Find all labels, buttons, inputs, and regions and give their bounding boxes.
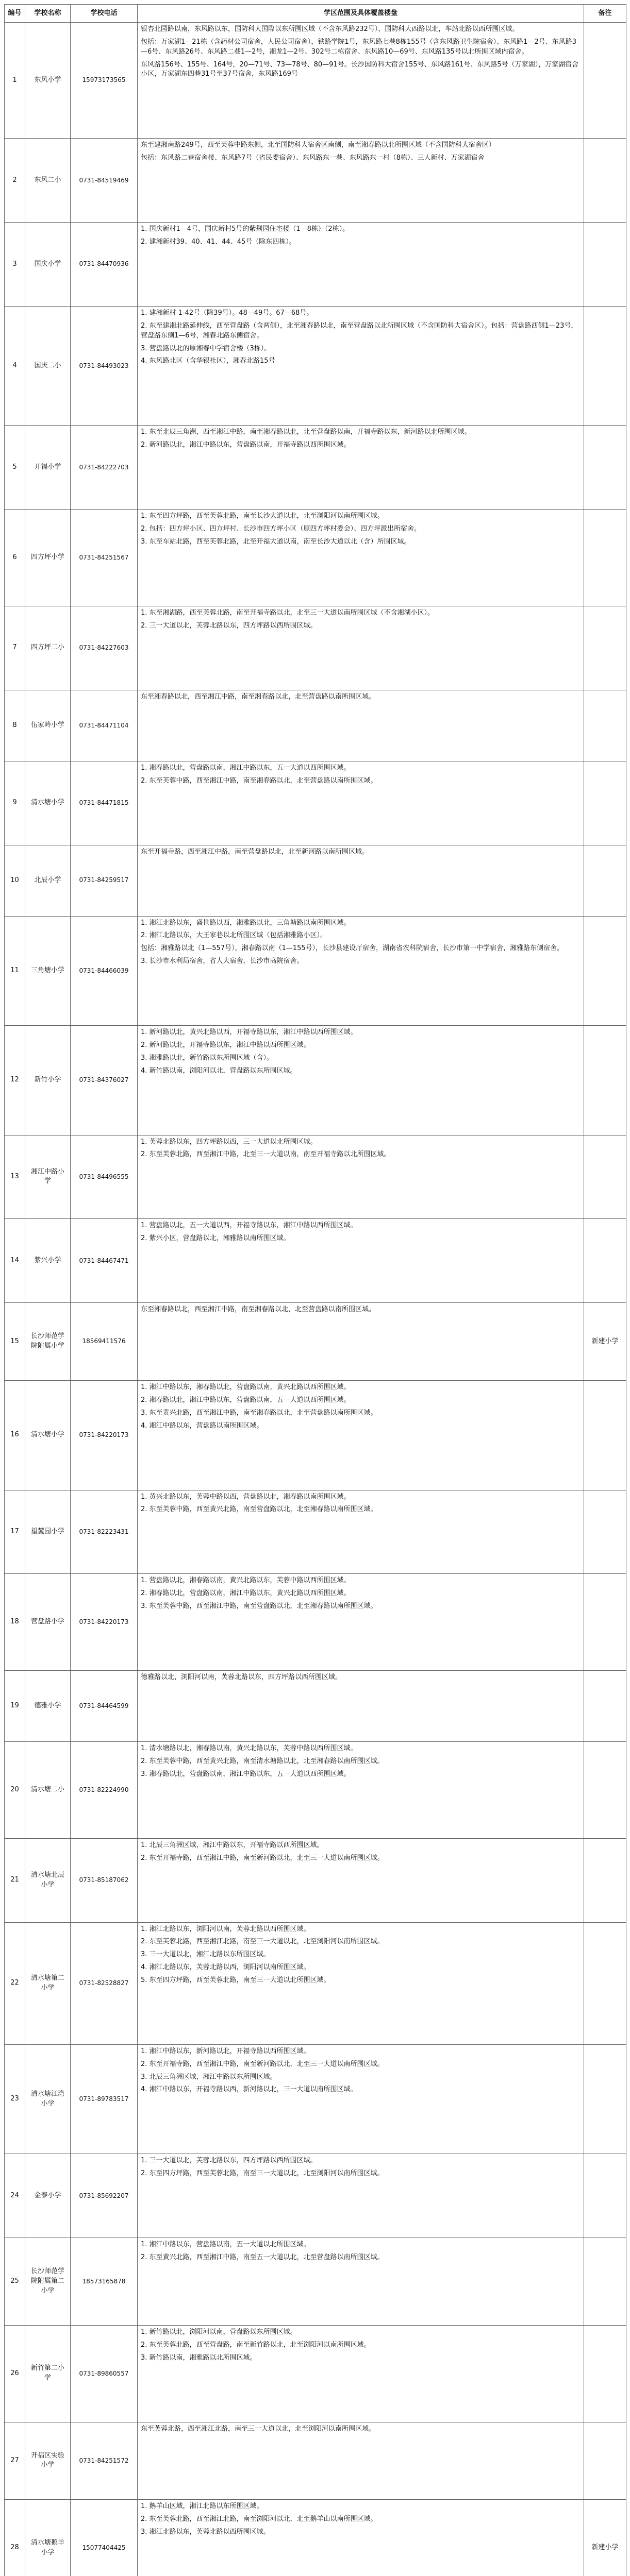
row-district-range xyxy=(138,1219,584,1303)
row-note xyxy=(584,1135,626,1219)
row-no: 24 xyxy=(5,2154,25,2238)
table-row xyxy=(5,606,626,690)
row-school-phone: 0731-84493023 xyxy=(71,307,138,426)
table-row xyxy=(5,2154,626,2238)
range-paragraph: 3. 湘春路以北，营盘路以南，湘江中路以东，五一大道以西所围区域。 xyxy=(141,1770,351,1778)
row-school-name: 北辰小学 xyxy=(25,845,71,916)
range-paragraph: 2. 东至芙蓉北路，西至湘江北路，南至三一大道以北，北至浏阳河以南所围区域。 xyxy=(141,1938,384,1946)
range-paragraph: 4. 湘江中路以东，开福寺路以西，新河路以北，三一大道以南所围区域。 xyxy=(141,2086,357,2094)
header-note: 备注 xyxy=(584,5,626,23)
table-row xyxy=(5,223,626,307)
row-district-range xyxy=(138,2238,584,2326)
range-paragraph: 东至湘春路以北，西至湘江中路，南至湘春路以北，北至营盘路以南所围区域。 xyxy=(141,1306,376,1314)
row-district-range xyxy=(138,139,584,223)
row-note xyxy=(584,2154,626,2238)
row-no: 2 xyxy=(5,139,25,223)
table-row xyxy=(5,2325,626,2422)
row-note xyxy=(584,223,626,307)
row-no: 25 xyxy=(5,2238,25,2326)
range-paragraph: 2. 东至芙蓉中路，西至黄兴北路，南至营盘路以北，北至湘春路以南所围区域。 xyxy=(141,1505,377,1514)
range-paragraph: 德雅路以北，浏阳河以南，芙蓉北路以东，四方坪路以西所围区域。 xyxy=(141,1673,342,1682)
table-row xyxy=(5,1922,626,2044)
row-no: 14 xyxy=(5,1219,25,1303)
row-school-name: 三角塘小学 xyxy=(25,916,71,1026)
row-school-name: 清水塘小学 xyxy=(25,1381,71,1490)
row-district-range xyxy=(138,1742,584,1839)
row-no: 26 xyxy=(5,2325,25,2422)
range-paragraph: 2. 东至芙蓉北路，西至营盘路，南至新竹路以北，北至浏阳河以南所围区域。 xyxy=(141,2341,371,2349)
range-paragraph: 2. 湘江北路以东，大王家巷以北所围区域（包括湘雅路小区）。 xyxy=(141,931,327,940)
range-paragraph: 2. 东至建湘北路延伸线，西至营盘路（含两侧），北至湘春路以北，南至营盘路以北所围区域（不含国防科大宿舍区）。包括：营盘路西侧1—23号，营盘路东侧1—6号，湘春北路东侧宿舍。 xyxy=(141,321,578,340)
row-school-name: 清水塘北辰小学 xyxy=(25,1838,71,1922)
range-paragraph: 3. 东至芙蓉中路，西至湘江中路，南至营盘路以北，北至湘春路以南所围区域。 xyxy=(141,1602,377,1611)
range-paragraph: 1. 黄兴北路以东，芙蓉中路以西，营盘路以北，湘春路以南所围区域。 xyxy=(141,1493,351,1501)
range-paragraph: 1. 营盘路以北，五一大道以西，开福寺路以东，湘江中路以西所围区域。 xyxy=(141,1222,357,1230)
row-no: 8 xyxy=(5,690,25,761)
row-school-phone: 15973173565 xyxy=(71,23,138,139)
header-school-name: 学校名称 xyxy=(25,5,71,23)
row-district-range xyxy=(138,223,584,307)
range-paragraph: 东至湘春路以北，西至湘江中路，南至湘春路以北，北至营盘路以南所围区域。 xyxy=(141,692,376,701)
range-paragraph: 3. 东至黄兴北路，西至湘江中路，南至湘春路以北，北至营盘路以南所围区域。 xyxy=(141,1409,377,1417)
table-row xyxy=(5,1381,626,1490)
table-row xyxy=(5,845,626,916)
range-paragraph: 3. 长沙市水利局宿舍，省人大宿舍，长沙市高院宿舍。 xyxy=(141,957,304,965)
row-district-range xyxy=(138,845,584,916)
range-paragraph: 1. 东至北辰三角洲，西至湘江中路，南至湘春路以北，北至营盘路以南，开福寺路以东，新河路以北所围区域。 xyxy=(141,428,471,436)
range-paragraph: 2. 东至芙蓉中路，西至黄兴北路，南至清水塘路以北，北至湘春路以南所围区域。 xyxy=(141,1757,384,1765)
range-paragraph: 银杏北园路以南，东风路以东，国防科大国際以东所围区域（不含东风路232号），国防科大西路以北，车站北路以西所围区域。 xyxy=(141,25,519,33)
row-no: 5 xyxy=(5,426,25,510)
row-school-name: 国庆二小 xyxy=(25,307,71,426)
row-note xyxy=(584,2422,626,2500)
row-district-range xyxy=(138,1303,584,1381)
row-school-phone: 0731-84466039 xyxy=(71,916,138,1026)
row-school-phone: 0731-84471815 xyxy=(71,761,138,845)
table-row xyxy=(5,2500,626,2576)
row-note xyxy=(584,2325,626,2422)
row-school-phone: 0731-89860557 xyxy=(71,2325,138,2422)
row-school-phone: 15077404425 xyxy=(71,2500,138,2576)
range-paragraph: 东至开福寺路，西至湘江中路，南至营盘路以北，北至新河路以南所围区域。 xyxy=(141,848,369,856)
row-school-name: 清水塘二小 xyxy=(25,1742,71,1839)
table-row xyxy=(5,23,626,139)
range-paragraph: 1. 新河路以北，黄兴北路以西，开福寺路以东，湘江中路以西所围区域。 xyxy=(141,1028,357,1037)
range-paragraph: 4. 新竹路以南，浏阳河以北，营盘路以东所围区域。 xyxy=(141,1066,297,1075)
row-school-name: 清水塘第二小学 xyxy=(25,1922,71,2044)
row-school-phone: 0731-85692207 xyxy=(71,2154,138,2238)
row-school-phone: 18573165878 xyxy=(71,2238,138,2326)
range-paragraph: 2. 东至四方坪路，西至芙蓉北路，南至三一大道以北，北至浏阳河以南所围区域。 xyxy=(141,2170,384,2178)
row-school-phone: 0731-84222703 xyxy=(71,426,138,510)
row-note xyxy=(584,1742,626,1839)
row-school-name: 清水塘鹅羊小学 xyxy=(25,2500,71,2576)
row-school-name: 新竹第二小学 xyxy=(25,2325,71,2422)
row-no: 4 xyxy=(5,307,25,426)
row-note xyxy=(584,761,626,845)
range-paragraph: 2. 包括：四方坪小区、四方坪村、长沙市四方坪小区（原四方坪村委会）、四方坪派出所宿舍。 xyxy=(141,525,421,533)
table-row xyxy=(5,307,626,426)
range-paragraph: 1. 芙蓉北路以东，四方坪路以西，三一大道以北所围区域。 xyxy=(141,1138,317,1146)
row-school-name: 四方坪二小 xyxy=(25,606,71,690)
row-no: 22 xyxy=(5,1922,25,2044)
header-district-range: 学区范围及具体覆盖楼盘 xyxy=(138,5,584,23)
row-no: 13 xyxy=(5,1135,25,1219)
row-school-phone: 18569411576 xyxy=(71,1303,138,1381)
row-district-range xyxy=(138,1135,584,1219)
school-district-table xyxy=(4,4,626,2576)
row-school-phone: 0731-84470936 xyxy=(71,223,138,307)
range-paragraph: 2. 新河路以北，湘江中路以东，营盘路以南，开福寺路以西所围区域。 xyxy=(141,441,351,449)
row-no: 17 xyxy=(5,1490,25,1574)
row-note xyxy=(584,426,626,510)
row-note xyxy=(584,1838,626,1922)
range-paragraph: 1. 湘江中路以东，新河路以北，开福寺路以西所围区域。 xyxy=(141,2047,310,2055)
range-paragraph: 东风路156号、155号、164号，20—71号、73—78号、80—91号。长沙国防科大宿舍155号、东风路161号、东风路5号（万家湖），万家湖宿舍小区，万家湖东四巷31号至37号宿舍，东风路169号 xyxy=(141,60,579,78)
row-note xyxy=(584,1671,626,1742)
range-paragraph: 1. 东至湘湖路，西至芙蓉北路，南至开福寺路以北，北至三一大道以南所围区域（不含湘湖小区）。 xyxy=(141,608,435,617)
range-paragraph: 2. 东至芙蓉北路，西至湘江北路，南至浏阳河以北，北至鹅羊山以南所围区域。 xyxy=(141,2515,377,2523)
row-district-range xyxy=(138,1026,584,1136)
row-note xyxy=(584,2238,626,2326)
row-district-range xyxy=(138,2422,584,2500)
row-no: 20 xyxy=(5,1742,25,1839)
header-school-phone: 学校电话 xyxy=(71,5,138,23)
table-row xyxy=(5,1490,626,1574)
header-no: 编号 xyxy=(5,5,25,23)
range-paragraph: 3. 新竹路以南，湘雅路以北所围区域。 xyxy=(141,2353,257,2362)
row-school-name: 营盘路小学 xyxy=(25,1574,71,1671)
range-paragraph: 1. 鹅羊山区域，湘江北路以东所围区域。 xyxy=(141,2502,263,2511)
row-school-name: 金泰小学 xyxy=(25,2154,71,2238)
row-district-range xyxy=(138,1490,584,1574)
row-district-range xyxy=(138,916,584,1026)
range-paragraph: 4. 湘江中路以东，营盘路以南所围区域。 xyxy=(141,1421,263,1430)
row-school-phone: 0731-82224990 xyxy=(71,1742,138,1839)
row-district-range xyxy=(138,1574,584,1671)
row-no: 6 xyxy=(5,510,25,606)
table-row xyxy=(5,1219,626,1303)
row-note xyxy=(584,1574,626,1671)
table-row xyxy=(5,1135,626,1219)
table-row xyxy=(5,1671,626,1742)
range-paragraph: 2. 三一大道以北，芙蓉北路以东，四方坪路以西所围区域。 xyxy=(141,621,317,630)
range-paragraph: 2. 湘春路以北，湘江中路以东，营盘路以南，五一大道以西所围区域。 xyxy=(141,1396,351,1404)
range-paragraph: 包括：湘雅路以北（1—557号），湘春路以南（1—155号），长沙县建设厅宿舍，湖南省农科院宿舍，长沙市第一中学宿舍，湘雅路东侧宿舍。 xyxy=(141,944,564,953)
row-school-phone: 0731-84251572 xyxy=(71,2422,138,2500)
range-paragraph: 1. 湘春路以北，营盘路以南，湘江中路以东，五一大道以西所围区域。 xyxy=(141,764,351,772)
table-row xyxy=(5,139,626,223)
row-district-range xyxy=(138,1671,584,1742)
table-row xyxy=(5,2238,626,2326)
row-no: 16 xyxy=(5,1381,25,1490)
row-school-phone: 0731-84220173 xyxy=(71,1574,138,1671)
row-school-phone: 0731-84251567 xyxy=(71,510,138,606)
row-school-name: 长沙师范学院附属第二小学 xyxy=(25,2238,71,2326)
row-no: 18 xyxy=(5,1574,25,1671)
row-district-range xyxy=(138,606,584,690)
range-paragraph: 3. 营盘路以北的原湘春中学宿舍楼（3栋）。 xyxy=(141,344,271,352)
row-note xyxy=(584,1219,626,1303)
row-school-phone: 0731-85187062 xyxy=(71,1838,138,1922)
table-row xyxy=(5,2044,626,2154)
range-paragraph: 3. 湘江北路以东，芙蓉北路以西所围区域。 xyxy=(141,2528,270,2536)
row-school-name: 望麓园小学 xyxy=(25,1490,71,1574)
range-paragraph: 3. 东至车站北路，西至芙蓉北路，北至开福大道以南，南至长沙大道以北（含）所围区域。 xyxy=(141,537,411,546)
range-paragraph: 2. 紫兴小区，营盘路以北，湘雅路以南所围区域。 xyxy=(141,1234,290,1243)
row-no: 19 xyxy=(5,1671,25,1742)
range-paragraph: 3. 湘雅路以北，新竹路以东所围区域（含）。 xyxy=(141,1054,274,1062)
table-header-row xyxy=(5,5,626,23)
row-district-range xyxy=(138,1922,584,2044)
row-no: 9 xyxy=(5,761,25,845)
row-school-phone: 0731-84220173 xyxy=(71,1381,138,1490)
row-district-range xyxy=(138,426,584,510)
table-row xyxy=(5,1574,626,1671)
row-school-name: 东风小学 xyxy=(25,23,71,139)
range-paragraph: 1. 湘江中路以东，湘春路以北，营盘路以南，黄兴北路以西所围区域。 xyxy=(141,1383,351,1392)
range-paragraph: 2. 湘春路以北，营盘路以南，湘江中路以东，黄兴北路以西所围区域。 xyxy=(141,1589,351,1598)
range-paragraph: 4. 湘江北路以东，芙蓉北路以西，浏阳河以南所围区域。 xyxy=(141,1963,310,1972)
row-district-range xyxy=(138,2325,584,2422)
row-school-phone: 0731-82223431 xyxy=(71,1490,138,1574)
row-no: 1 xyxy=(5,23,25,139)
row-school-phone: 0731-82528827 xyxy=(71,1922,138,2044)
table-row xyxy=(5,510,626,606)
row-note xyxy=(584,307,626,426)
row-district-range xyxy=(138,2500,584,2576)
range-paragraph: 东至芙蓉北路，西至湘江北路，南至三一大道以北，北至浏阳河以南所围区域。 xyxy=(141,2425,376,2433)
range-paragraph: 包括：万家湖1—21栋（含药材公司宿舍，人民公司宿舍），铁路学院1号，东风路七巷8栋155号（含东风路卫生院宿舍）、东风路1—2号、东风路3—6号、东风路26号、东风路二巷1—2号，湘龙1—2号、302号二栋宿舍、东风路10—69号、东风路135号以北所围区域内宿舍。 xyxy=(141,38,576,56)
range-paragraph: 1. 建湘新村 1-42号（除39号）。48—49号。67—68号。 xyxy=(141,309,313,317)
table-row xyxy=(5,916,626,1026)
row-school-name: 湘江中路小学 xyxy=(25,1135,71,1219)
row-no: 10 xyxy=(5,845,25,916)
row-district-range xyxy=(138,2044,584,2154)
row-no: 7 xyxy=(5,606,25,690)
range-paragraph: 2. 东至开福寺路，西至湘江中路，南至新河路以北，北至三一大道以南所围区域。 xyxy=(141,2060,384,2068)
row-note xyxy=(584,690,626,761)
table-row xyxy=(5,761,626,845)
table-row xyxy=(5,1026,626,1136)
row-no: 27 xyxy=(5,2422,25,2500)
row-district-range xyxy=(138,1838,584,1922)
row-no: 21 xyxy=(5,1838,25,1922)
range-paragraph: 3. 三一大道以北，湘江北路以东所围区域。 xyxy=(141,1951,270,1959)
table-row xyxy=(5,1838,626,1922)
row-district-range xyxy=(138,23,584,139)
row-no: 23 xyxy=(5,2044,25,2154)
table-row xyxy=(5,1742,626,1839)
row-note xyxy=(584,1922,626,2044)
row-school-phone: 0731-84259517 xyxy=(71,845,138,916)
range-paragraph: 包括：东风路二巷宿舍楼、东风路7号（省民委宿舍）、东风路东一巷、东风路东一村（8栋）、三人新村、万家湖宿舍 xyxy=(141,154,485,162)
table-row xyxy=(5,1303,626,1381)
row-school-phone: 0731-84227603 xyxy=(71,606,138,690)
row-district-range xyxy=(138,2154,584,2238)
row-school-phone: 0731-84464599 xyxy=(71,1671,138,1742)
row-no: 12 xyxy=(5,1026,25,1136)
row-school-name: 清水塘小学 xyxy=(25,761,71,845)
range-paragraph: 2. 东至开福寺路，西至湘江中路，南至新河路以北，北至三一大道以南所围区域。 xyxy=(141,1854,384,1862)
row-school-name: 四方坪小学 xyxy=(25,510,71,606)
row-district-range xyxy=(138,510,584,606)
row-school-phone: 0731-84376027 xyxy=(71,1026,138,1136)
row-school-name: 新竹小学 xyxy=(25,1026,71,1136)
range-paragraph: 1. 国庆新村1—4号，国庆新村5号的紫荆园住宅楼（1—8栋）（2栋）。 xyxy=(141,225,350,233)
row-school-name: 东风二小 xyxy=(25,139,71,223)
table-row xyxy=(5,690,626,761)
range-paragraph: 4. 东风路北区（含华银社区），湘春北路15号 xyxy=(141,357,275,365)
row-school-phone: 0731-89783517 xyxy=(71,2044,138,2154)
row-district-range xyxy=(138,307,584,426)
row-note xyxy=(584,1381,626,1490)
row-no: 15 xyxy=(5,1303,25,1381)
row-note xyxy=(584,916,626,1026)
row-school-name: 清水塘江湾小学 xyxy=(25,2044,71,2154)
row-note: 新建小学 xyxy=(584,2500,626,2576)
table-row xyxy=(5,2422,626,2500)
range-paragraph: 2. 东至芙蓉北路，西至湘江中路，北至三一大道以南，南至开福寺路以北所围区域。 xyxy=(141,1150,391,1159)
range-paragraph: 5. 东至四方坪路，西至芙蓉北路，南至三一大道以北所围区域。 xyxy=(141,1976,330,1984)
range-paragraph: 1. 湘江中路以东，营盘路以南，五一大道以北所围区域。 xyxy=(141,2241,310,2249)
row-school-name: 德雅小学 xyxy=(25,1671,71,1742)
range-paragraph: 1. 三一大道以北，芙蓉北路以东，四方坪路以西所围区域。 xyxy=(141,2157,317,2165)
row-school-name: 开福区实验小学 xyxy=(25,2422,71,2500)
row-school-phone: 0731-84467471 xyxy=(71,1219,138,1303)
row-district-range xyxy=(138,690,584,761)
row-note xyxy=(584,1490,626,1574)
range-paragraph: 1. 湘江北路以东，盛世路以西，湘雅路以北，三角塘路以南所围区域。 xyxy=(141,919,351,927)
range-paragraph: 1. 北辰三角洲区域，湘江中路以东，开福寺路以西所围区域。 xyxy=(141,1841,324,1849)
range-paragraph: 2. 建湘新村39、40、41、44、45号（除东四栋）。 xyxy=(141,238,296,246)
row-note xyxy=(584,510,626,606)
row-school-phone: 0731-84471104 xyxy=(71,690,138,761)
range-paragraph: 2. 新河路以北，开福寺路以东，湘江中路以西所围区域。 xyxy=(141,1041,310,1049)
row-school-name: 国庆小学 xyxy=(25,223,71,307)
row-district-range xyxy=(138,1381,584,1490)
range-paragraph: 1. 营盘路以北，湘春路以南，黄兴北路以东，芙蓉中路以西所围区域。 xyxy=(141,1577,351,1585)
row-district-range xyxy=(138,761,584,845)
range-paragraph: 1. 东至四方坪路，西至芙蓉北路，南至长沙大道以北，北至浏阳河以南所围区域。 xyxy=(141,512,384,520)
row-note xyxy=(584,23,626,139)
row-school-phone: 0731-84496555 xyxy=(71,1135,138,1219)
row-school-name: 长沙师范学院附属小学 xyxy=(25,1303,71,1381)
row-no: 3 xyxy=(5,223,25,307)
range-paragraph: 2. 东至黄兴北路，西至湘江中路，南至五一大道以北，北至营盘路以南所围区域。 xyxy=(141,2253,384,2262)
range-paragraph: 2. 东至芙蓉中路，西至湘江中路，南至湘春路以北，北至营盘路以南所围区域。 xyxy=(141,776,377,785)
range-paragraph: 1. 清水塘路以北，湘春路以南，黄兴北路以东，芙蓉中路以西所围区域。 xyxy=(141,1744,357,1753)
row-school-name: 紫兴小学 xyxy=(25,1219,71,1303)
row-note xyxy=(584,139,626,223)
range-paragraph: 3. 北辰三角洲区域，湘江中路以东所围区域。 xyxy=(141,2073,277,2081)
row-school-name: 伍家岭小学 xyxy=(25,690,71,761)
row-note xyxy=(584,606,626,690)
row-no: 11 xyxy=(5,916,25,1026)
range-paragraph: 1. 新竹路以北，浏阳河以南，营盘路以东所围区域。 xyxy=(141,2328,297,2336)
table-row xyxy=(5,426,626,510)
row-school-phone: 0731-84519469 xyxy=(71,139,138,223)
row-note xyxy=(584,845,626,916)
row-school-name: 开福小学 xyxy=(25,426,71,510)
range-paragraph: 1. 湘江北路以东，浏阳河以南，芙蓉北路以西所围区域。 xyxy=(141,1925,310,1933)
row-note xyxy=(584,1026,626,1136)
row-note: 新建小学 xyxy=(584,1303,626,1381)
row-no: 28 xyxy=(5,2500,25,2576)
row-note xyxy=(584,2044,626,2154)
range-paragraph: 东至建湘南路249号，西至芙蓉中路东侧，北至国防科大宿舍区南侧，南至湘春路以北所围区域（不含国防科大宿舍区） xyxy=(141,141,495,149)
